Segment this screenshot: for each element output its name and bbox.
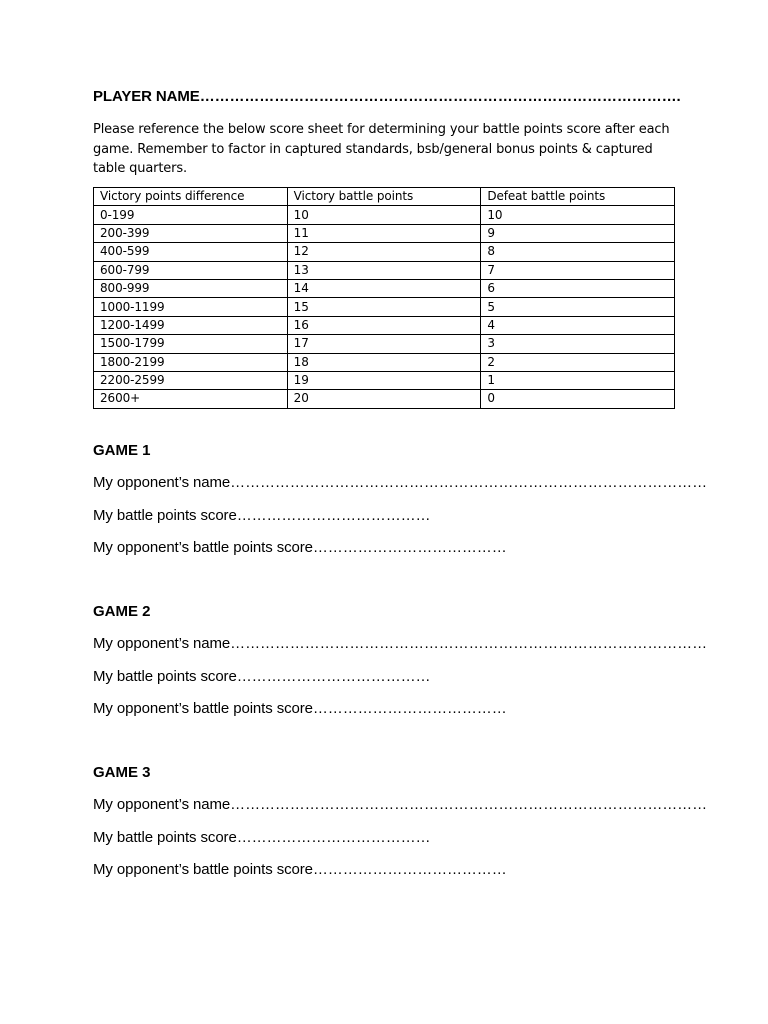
table-cell: 18 [287,353,481,371]
game-2-opponent-name-field[interactable]: My opponent’s name…………………………………………………………………………………… [93,635,707,652]
table-cell: 600-799 [94,261,288,279]
table-cell: 9 [481,224,675,242]
table-cell: 400-599 [94,243,288,261]
game-2-battle-points-field[interactable]: My battle points score………………………………… [93,667,431,685]
table-cell: 1800-2199 [94,353,288,371]
table-row [94,224,675,242]
game-3-title: GAME 3 [93,764,151,781]
table-cell: 11 [287,224,481,242]
table-row [94,371,675,389]
column-header: Victory points difference [94,188,288,206]
game-1-opponent-name-field[interactable]: My opponent’s name…………………………………………………………………………………… [93,474,707,491]
table-row [94,261,675,279]
table-cell: 2 [481,353,675,371]
game-2-section [93,602,707,732]
game-1-section [93,441,707,571]
column-header: Victory battle points [287,188,481,206]
table-cell: 0 [481,390,675,408]
table-row [94,390,675,408]
table-row [94,298,675,316]
table-cell: 800-999 [94,279,288,297]
table-row [94,279,675,297]
battle-points-table [93,187,675,409]
table-cell: 15 [287,298,481,316]
game-3-opponent-battle-points-field[interactable]: My opponent’s battle points score………………………………… [93,861,507,878]
table-cell: 20 [287,390,481,408]
table-row [94,206,675,224]
table-cell: 3 [481,335,675,353]
table-cell: 2200-2599 [94,371,288,389]
table-row [94,353,675,371]
table-cell: 2600+ [94,390,288,408]
game-2-title: GAME 2 [93,603,151,620]
table-cell: 13 [287,261,481,279]
table-cell: 12 [287,243,481,261]
table-cell: 7 [481,261,675,279]
game-1-opponent-battle-points-field[interactable]: My opponent’s battle points score………………………………… [93,539,507,556]
game-3-battle-points-field[interactable]: My battle points score………………………………… [93,828,431,846]
table-row [94,335,675,353]
table-cell: 4 [481,316,675,334]
game-1-title: GAME 1 [93,442,151,459]
table-cell: 10 [481,206,675,224]
game-3-section [93,763,707,893]
table-cell: 8 [481,243,675,261]
table-cell: 0-199 [94,206,288,224]
table-cell: 14 [287,279,481,297]
table-cell: 5 [481,298,675,316]
game-1-battle-points-field[interactable]: My battle points score………………………………… [93,506,431,524]
table-cell: 1 [481,371,675,389]
column-header: Defeat battle points [481,188,675,206]
table-row [94,316,675,334]
table-cell: 19 [287,371,481,389]
table-cell: 1200-1499 [94,316,288,334]
table-cell: 200-399 [94,224,288,242]
game-3-opponent-name-field[interactable]: My opponent’s name…………………………………………………………………………………… [93,796,707,813]
table-row [94,243,675,261]
game-2-opponent-battle-points-field[interactable]: My opponent’s battle points score………………………………… [93,700,507,717]
player-name-field[interactable]: PLAYER NAME……………………………………………………………………………………. [93,88,681,105]
table-cell: 17 [287,335,481,353]
intro-paragraph: Please reference the below score sheet for determining your battle points score after each game. Remember to factor in captured standards, bsb/general bonus points & captured table quarters. [93,122,670,176]
table-cell: 16 [287,316,481,334]
table-header-row [94,188,675,206]
table-cell: 6 [481,279,675,297]
table-cell: 10 [287,206,481,224]
table-cell: 1000-1199 [94,298,288,316]
table-cell: 1500-1799 [94,335,288,353]
